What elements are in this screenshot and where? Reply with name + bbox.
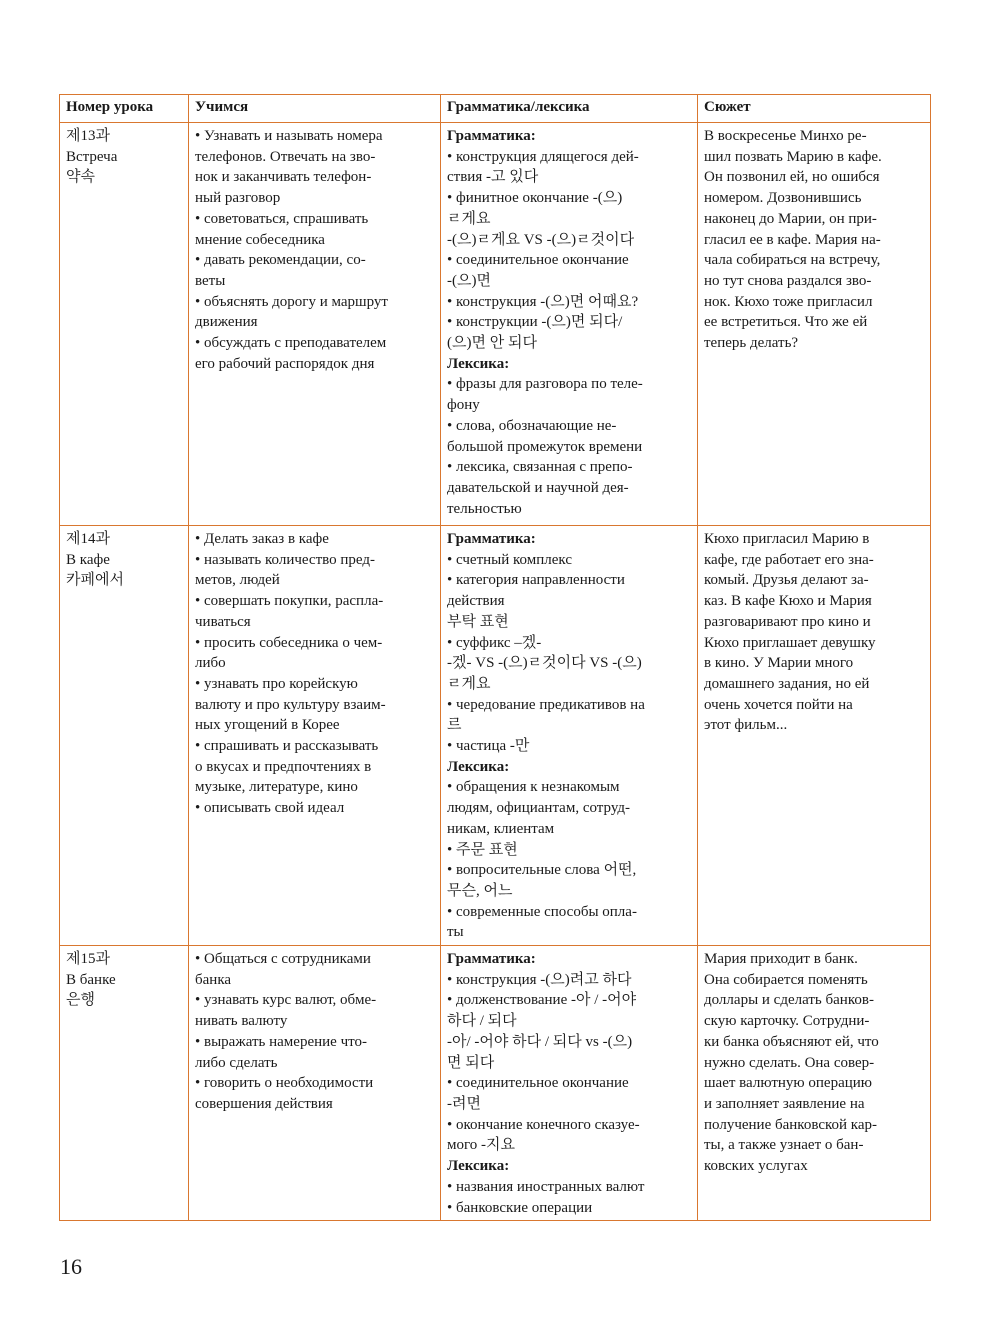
plot-line: В воскресенье Минхо ре- [704, 128, 867, 144]
section-heading: Лексика: [447, 758, 510, 775]
section-heading: Лексика: [447, 1158, 510, 1175]
text-line: чиваться [195, 613, 251, 630]
learning-cell [189, 123, 441, 526]
bullet-item: • совершать покупки, распла- [195, 591, 434, 612]
curriculum-table-container [59, 94, 930, 1221]
text-line: метов, людей [195, 572, 280, 589]
plot-line: но тут снова раздался зво- [704, 272, 872, 289]
bullet-item: • современные способы опла- [447, 902, 691, 923]
header-learning: Учимся [189, 95, 441, 123]
bullet-item: • соединительное окончание [447, 250, 691, 271]
text-line: либо сделать [195, 1054, 278, 1071]
bullet-item: • фразы для разговора по теле- [447, 374, 691, 395]
bullet-item: • конструкция длящегося дей- [447, 147, 691, 168]
table-row [60, 526, 931, 946]
bullet-item: • названия иностранных валют [447, 1177, 691, 1198]
text-line: действия [447, 593, 505, 610]
plot-line: чала собираться на встречу, [704, 252, 881, 269]
bullet-item: • узнавать про корейскую [195, 674, 434, 695]
plot-line: Мария приходит в банк. [704, 951, 858, 968]
text-line: мого -지요 [447, 1137, 515, 1154]
plot-cell [698, 526, 931, 946]
text-line: людям, официантам, сотруд- [447, 800, 631, 817]
header-plot: Сюжет [698, 95, 931, 123]
learning-cell [189, 946, 441, 1221]
text-line: 르 [447, 717, 462, 734]
bullet-item: • говорить о необходимости [195, 1073, 434, 1094]
plot-line: очень хочется пойти на [704, 696, 853, 713]
plot-line: в кино. У Марии много [704, 655, 854, 672]
text-line: тельностью [447, 500, 522, 517]
text-line: -아/ -어야 하다 / 되다 vs -(으) [447, 1033, 633, 1050]
plot-line: этот фильм... [704, 717, 788, 734]
table-row [60, 123, 931, 526]
text-line: нивать валюту [195, 1013, 288, 1030]
plot-cell [698, 946, 931, 1221]
plot-line: Кюхо приглашает девушку [704, 634, 876, 651]
bullet-item: • соединительное окончание [447, 1073, 691, 1094]
bullet-item: • чередование предикативов на [447, 695, 691, 716]
bullet-item: • Общаться с сотрудниками [195, 949, 434, 970]
plot-line: гласил ее в кафе. Мария на- [704, 231, 881, 248]
text-line: 면 되다 [447, 1054, 495, 1071]
text-line: банка [195, 971, 232, 988]
lesson-label-line: 제14과 [66, 531, 110, 547]
grammar-vocabulary-cell [441, 123, 698, 526]
plot-line: разговаривают про кино и [704, 613, 871, 630]
text-line: нок и заканчивать телефон- [195, 169, 372, 186]
bullet-item: • называть количество пред- [195, 550, 434, 571]
text-line: большой промежуток времени [447, 438, 643, 455]
text-line: ный разговор [195, 190, 281, 207]
plot-line: доллары и сделать банков- [704, 992, 874, 1009]
lesson-label-line: Встреча [66, 148, 118, 165]
learning-cell [189, 526, 441, 946]
text-line: -겠- VS -(으)ㄹ것이다 VS -(으) [447, 655, 642, 672]
text-line: ㄹ게요 [447, 210, 491, 227]
plot-line: шает валютную операцию [704, 1075, 872, 1092]
grammar-vocabulary-cell [441, 526, 698, 946]
bullet-item: • описывать свой идеал [195, 798, 434, 819]
lesson-number-cell [60, 526, 189, 946]
section-heading: Грамматика: [447, 951, 536, 968]
lesson-label-line: 제13과 [66, 128, 110, 144]
bullet-item: • долженствование -아 / -어야 [447, 990, 691, 1011]
text-line: ствия -고 있다 [447, 169, 539, 186]
text-line: -(으)ㄹ게요 VS -(으)ㄹ것이다 [447, 231, 635, 248]
bullet-item: • окончание конечного сказуе- [447, 1115, 691, 1136]
bullet-item: • категория направленности [447, 570, 691, 591]
plot-line: наконец до Марии, он при- [704, 210, 877, 227]
bullet-item: • Узнавать и называть номера [195, 126, 434, 147]
header-lesson-number: Номер урока [60, 95, 189, 123]
plot-line: получение банковской кар- [704, 1116, 877, 1133]
bullet-item: • давать рекомендации, со- [195, 250, 434, 271]
curriculum-table [59, 94, 931, 1221]
bullet-item: • просить собеседника о чем- [195, 633, 434, 654]
bullet-item: • банковские операции [447, 1198, 691, 1219]
bullet-item: • вопросительные слова 어떤, [447, 860, 691, 881]
text-line: давательской и научной дея- [447, 479, 629, 496]
lesson-label-line: 약속 [66, 169, 95, 186]
text-line: веты [195, 272, 226, 289]
lesson-label-line: 카페에서 [66, 572, 124, 589]
bullet-item: • выражать намерение что- [195, 1032, 434, 1053]
plot-line: кафе, где работает его зна- [704, 551, 874, 568]
text-line: 부탁 표현 [447, 613, 509, 630]
text-line: ты [447, 924, 464, 941]
section-heading: Грамматика: [447, 128, 536, 144]
text-line: 무슨, 어느 [447, 882, 513, 899]
plot-line: комый. Друзья делают за- [704, 572, 869, 589]
plot-line: теперь делать? [704, 335, 799, 352]
text-line: музыке, литературе, кино [195, 779, 358, 796]
table-row [60, 946, 931, 1221]
plot-line: ты, а также узнает о бан- [704, 1137, 864, 1154]
text-line: никам, клиентам [447, 820, 555, 837]
text-line: либо [195, 655, 226, 672]
text-line: движения [195, 314, 258, 331]
plot-line: Он позвонил ей, но ошибся [704, 169, 880, 186]
bullet-item: • советоваться, спрашивать [195, 209, 434, 230]
bullet-item: • слова, обозначающие не- [447, 416, 691, 437]
table-header-row [60, 95, 931, 123]
bullet-item: • счетный комплекс [447, 550, 691, 571]
plot-line: скую карточку. Сотрудни- [704, 1013, 870, 1030]
bullet-item: • суффикс –겠- [447, 633, 691, 654]
bullet-item: • конструкция -(으)려고 하다 [447, 970, 691, 991]
lesson-number-cell [60, 946, 189, 1221]
bullet-item: • финитное окончание -(으) [447, 188, 691, 209]
text-line: валюту и про культуру взаим- [195, 696, 386, 713]
bullet-item: • 주문 표현 [447, 840, 691, 861]
header-grammar-vocabulary: Грамматика/лексика [441, 95, 698, 123]
text-line: фону [447, 397, 480, 414]
plot-line: нужно сделать. Она совер- [704, 1054, 875, 1071]
bullet-item: • конструкция -(으)면 어때요? [447, 292, 691, 313]
lesson-label-line: 은행 [66, 992, 95, 1009]
bullet-item: • спрашивать и рассказывать [195, 736, 434, 757]
plot-line: ки банка объясняют ей, что [704, 1033, 879, 1050]
bullet-item: • объяснять дорогу и маршрут [195, 292, 434, 313]
bullet-item: • конструкции -(으)면 되다/ [447, 312, 691, 333]
lesson-label-line: В кафе [66, 551, 110, 568]
text-line: мнение собеседника [195, 231, 325, 248]
bullet-item: • узнавать курс валют, обме- [195, 990, 434, 1011]
section-heading: Лексика: [447, 355, 510, 372]
text-line: его рабочий распорядок дня [195, 355, 375, 372]
bullet-item: • частица -만 [447, 736, 691, 757]
plot-line: нок. Кюхо тоже пригласил [704, 293, 873, 310]
plot-line: шил позвать Марию в кафе. [704, 148, 882, 165]
plot-line: каз. В кафе Кюхо и Мария [704, 593, 872, 610]
lesson-number-cell [60, 123, 189, 526]
text-line: совершения действия [195, 1095, 333, 1112]
bullet-item: • Делать заказ в кафе [195, 529, 434, 550]
plot-line: и заполняет заявление на [704, 1095, 865, 1112]
text-line: ных угощений в Корее [195, 717, 340, 734]
text-line: (으)면 안 되다 [447, 335, 537, 352]
text-line: -(으)면 [447, 272, 491, 289]
text-line: 하다 / 되다 [447, 1013, 517, 1030]
plot-line: Она собирается поменять [704, 971, 868, 988]
section-heading: Грамматика: [447, 531, 536, 547]
text-line: ㄹ게요 [447, 675, 491, 692]
plot-line: Кюхо пригласил Марию в [704, 531, 870, 547]
lesson-label-line: 제15과 [66, 951, 110, 968]
plot-line: номером. Дозвонившись [704, 190, 862, 207]
text-line: -려면 [447, 1095, 481, 1112]
plot-line: ее встретиться. Что же ей [704, 314, 868, 331]
bullet-item: • обращения к незнакомым [447, 777, 691, 798]
plot-line: ковских услугах [704, 1158, 808, 1175]
plot-line: домашнего задания, но ей [704, 675, 870, 692]
plot-cell [698, 123, 931, 526]
lesson-label-line: В банке [66, 971, 116, 988]
bullet-item: • лексика, связанная с препо- [447, 457, 691, 478]
page-number: 16 [60, 1254, 82, 1279]
text-line: о вкусах и предпочтениях в [195, 758, 372, 775]
bullet-item: • обсуждать с преподавателем [195, 333, 434, 354]
grammar-vocabulary-cell [441, 946, 698, 1221]
text-line: телефонов. Отвечать на зво- [195, 148, 376, 165]
